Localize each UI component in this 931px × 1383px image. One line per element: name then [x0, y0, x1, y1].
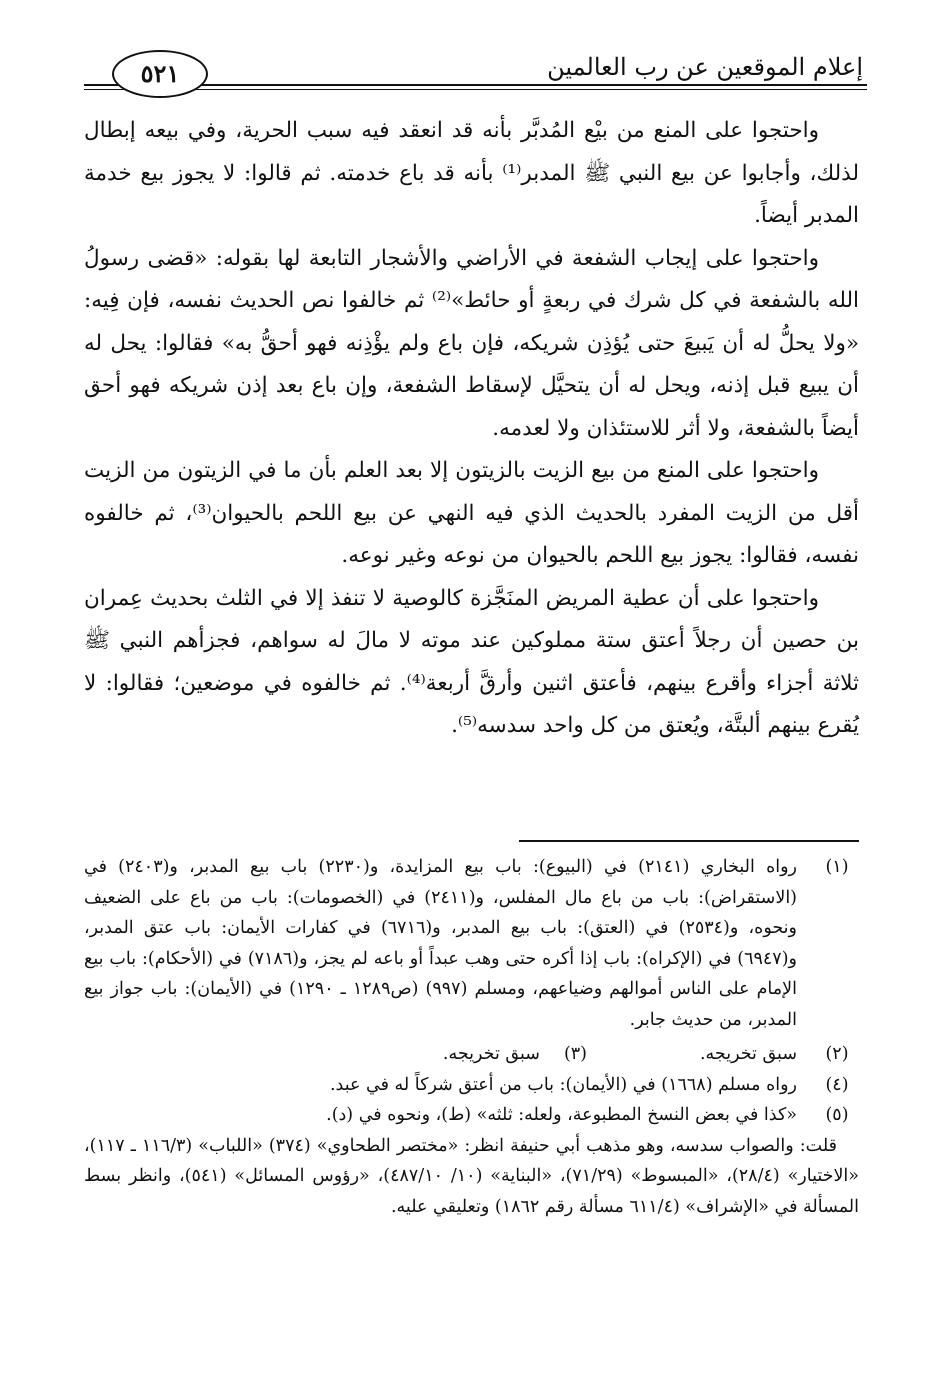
footnote-editor-note: قلت: والصواب سدسه، وهو مذهب أبي حنيفة انظر: «مختصر الطحاوي» (٣٧٤) «اللباب» (١١٦/٣ ـ ١١٧)، «الاختيار» (٢٨/٤)، «المبسوط» (٧١/٢٩)، «البناية» (١٠/ ٤٨٧/١٠)، «رؤوس المسائل» (٥٤١)، وانظر بسط المسألة في «الإشراف» (٦١١/٤ مسألة رقم ١٨٦٢) وتعليقي عليه. [84, 1135, 860, 1217]
footnote-text: «كذا في بعض النسخ المطبوعة، ولعله: ثلثه» (ط)، ونحوه في (د). [326, 1105, 797, 1125]
footnote-number: (٢) [825, 1044, 849, 1064]
footnote-separator [519, 840, 859, 842]
footnote-number: (٥) [825, 1105, 849, 1125]
paragraph-zayt: واحتجوا على المنع من بيع الزيت بالزيتون إلا بعد العلم بأن ما في الزيتون من الزيت أقل من الزيت المفرد بالحديث الذي فيه النهي عن بيع اللحم بالحيوان⁽³⁾، ثم خالفوه نفسه، فقالوا: يجوز بيع اللحم بالحيوان من نوعه وغير نوعه. [84, 458, 860, 568]
header-rule-thin [84, 89, 867, 90]
footnote-2-3 [84, 1039, 859, 1070]
footnote-5 [84, 1100, 859, 1131]
paragraph-shufa: واحتجوا على إيجاب الشفعة في الأراضي والأشجار التابعة لها بقوله: «قضى رسولُ الله بالشفعة في كل شرك في ربعةٍ أو حائط»⁽²⁾ ثم خالفوا نص الحديث نفسه، فإن فِيه: «ولا يحلُّ له أن يَبيعَ حتى يُؤذِن شريكه، فإن باع ولم يؤْذِنه فهو أحقُّ به» فقالوا: يحل له أن يبيع قبل إذنه، ويحل له أن يتحيَّل لإسقاط الشفعة، وإن باع بعد إذن شريكه فهو أحق أيضاً بالشفعة، ولا أثر للاستئذان ولا لعدمه. [84, 245, 859, 441]
footnotes-section [84, 852, 859, 1222]
footnote-text: سبق تخريجه. [699, 1044, 797, 1064]
footnote-number: (٤) [825, 1074, 849, 1095]
paragraph-mudabbar: واحتجوا على المنع من بيْع المُدبَّر بأنه قد انعقد فيه سبب الحرية، وفي بيعه إبطال لذلك، وأجابوا عن بيع النبي ﷺ المدبر⁽¹⁾ بأنه قد باع خدمته. ثم قالوا: لا يجوز بيع خدمة المدبر أيضاً. [84, 118, 859, 228]
footnote-4 [84, 1070, 859, 1101]
footnote-text: رواه البخاري (٢١٤١) في (البيوع): باب بيع المزايدة، و(٢٢٣٠) باب بيع المدبر، و(٢٤٠٣) في (الاستقراض): باب من باع مال المفلس، و(٢٤١١) في (الخصومات): باب من باع على الضعيف ونحوه، و(٢٥٣٤) في (العتق): باب بيع المدبر، و(٦٧١٦) في كفارات الأيمان: باب عتق المدبر، و(٦٩٤٧) في (الإكراه): باب إذا أكره حتى وهب عبداً أو باعه لم يجز، و(٧١٨٦) في (الأحكام): باب بيع الإمام على الناس أموالهم وضياعهم، ومسلم (٩٩٧) (ص١٢٨٩ ـ ١٢٩٠) في (الأيمان): باب جواز بيع المدبر، من حديث جابر. [84, 857, 798, 1030]
page-number-badge: ٥٢١ [112, 50, 208, 98]
main-text [84, 110, 859, 748]
running-header-title: إعلام الموقعين عن رب العالمين [547, 53, 863, 81]
footnote-number: (١) [825, 857, 849, 877]
footnote-text: سبق تخريجه. [442, 1044, 540, 1064]
paragraph-atiyya: واحتجوا على أن عطية المريض المنَجَّزة كالوصية لا تنفذ إلا في الثلث بحديث عِمران بن حصين أن رجلاً أعتق ستة مملوكين عند موته لا مالَ له سواهم، فجزأهم النبي ﷺ ثلاثة أجزاء وأقرع بينهم، فأعتق اثنين وأرقَّ أربعة⁽⁴⁾. ثم خالفوه في موضعين؛ فقالوا: لا يُقرع بينهم ألبتَّة، ويُعتق من كل واحد سدسه⁽⁵⁾. [84, 585, 860, 738]
footnote-1 [84, 852, 859, 1035]
footnote-number: (٣) [563, 1044, 587, 1064]
footnote-text: رواه مسلم (١٦٦٨) في (الأيمان): باب من أعتق شركاً له في عبد. [329, 1074, 797, 1095]
